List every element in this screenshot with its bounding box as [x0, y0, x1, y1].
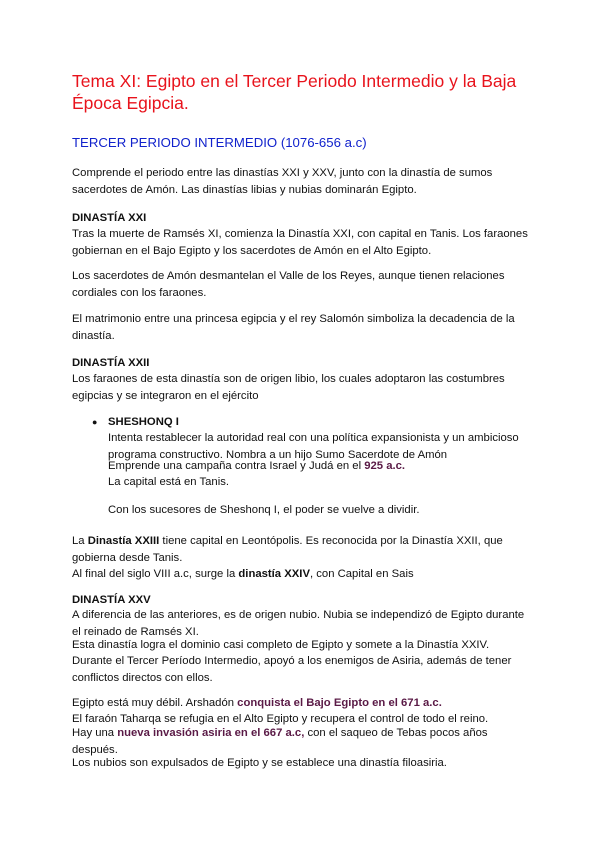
bullet-title-sheshonq: SHESHONQ I — [108, 416, 179, 428]
bullet-line-1: Intenta restablecer la autoridad real con una política expansionista y un ambicioso programa constructivo. Nombra a un hijo Sumo Sacerdote de Amón — [108, 432, 519, 461]
d25-paragraph-1: A diferencia de las anteriores, es de origen nubio. Nubia se independizó de Egipto durante el reinado de Ramsés XI. — [72, 609, 525, 638]
d24-pre: Al final del siglo VIII a.c, surge la — [72, 568, 239, 581]
d23-highlight: Dinastía XXIII — [87, 535, 160, 547]
d21-paragraph-2: Los sacerdotes de Amón desmantelan el Valle de los Reyes, aunque tienen relaciones cordiales con los faraones. — [72, 270, 505, 299]
d25-p4-pre: Egipto está muy débil. Arshadón — [72, 697, 238, 709]
d25-p6-pre: Hay una — [72, 727, 118, 739]
title-line-2: Época Egipcia. — [72, 93, 189, 113]
d23-paragraph — [72, 533, 532, 583]
document-title — [72, 70, 532, 114]
d25-paragraph-5: El faraón Taharqa se refugia en el Alto Egipto y recupera el control de todo el reino. — [72, 713, 489, 725]
section-subtitle: TERCER PERIODO INTERMEDIO (1076-656 a.c) — [72, 135, 367, 150]
d24-highlight: dinastía XXIV — [238, 568, 310, 581]
d21-paragraph-3: El matrimonio entre una princesa egipcia y el rey Salomón simboliza la decadencia de la dinastía. — [72, 313, 515, 342]
d25-paragraph-4 — [72, 695, 532, 712]
d21-paragraph-1: Tras la muerte de Ramsés XI, comienza la Dinastía XXI, con capital en Tanis. Los faraones gobiernan en el Bajo Egipto y los sacerdotes de Amón en el Alto Egipto. — [72, 228, 528, 257]
highlight-671: conquista el Bajo Egipto en el 671 a.c. — [237, 697, 442, 709]
d22-paragraph-1: Los faraones de esta dinastía son de origen libio, los cuales adoptaron las costumbres egipcias y se integraron en el ejército — [72, 373, 505, 402]
highlight-667: nueva invasión asiria en el 667 a.c, — [117, 727, 305, 739]
title-line-1: Tema XI: Egipto en el Tercer Periodo Intermedio y la Baja — [72, 71, 517, 91]
d23-post: tiene capital en Leontópolis. Es reconocida por la Dinastía XXII, que gobierna desde Tanis. — [72, 535, 503, 564]
bullet-line-3: La capital está en Tanis. — [108, 476, 229, 488]
intro-paragraph: Comprende el periodo entre las dinastías XXI y XXV, junto con la dinastía de sumos sacerdotes de Amón. Las dinastías libias y nubias dominarán Egipto. — [72, 167, 493, 196]
d25-p6-post: con el saqueo de Tebas pocos años después. — [72, 727, 488, 756]
date-highlight-925: 925 a.c. — [364, 460, 406, 472]
d24-post: , con Capital en Sais — [309, 568, 414, 581]
d23-pre: La — [72, 535, 88, 547]
bullet-line-2-text: Emprende una campaña contra Israel y Judá en el — [108, 460, 365, 472]
bullet-mark: ● — [92, 417, 98, 427]
d25-paragraph-6 — [72, 725, 532, 758]
bullet-line-4: Con los sucesores de Sheshonq I, el poder se vuelve a dividir. — [108, 504, 420, 516]
heading-dinastia-xxi: DINASTÍA XXI — [72, 212, 147, 224]
heading-dinastia-xxv: DINASTÍA XXV — [72, 594, 151, 606]
bullet-line-2 — [108, 458, 528, 475]
d25-paragraph-2: Esta dinastía logra el dominio casi completo de Egipto y somete a la Dinastía XXIV. — [72, 639, 490, 651]
d25-paragraph-3: Durante el Tercer Período Intermedio, apoyó a los enemigos de Asiria, además de tener conflictos directos con ellos. — [72, 655, 512, 684]
d25-paragraph-7: Los nubios son expulsados de Egipto y se establece una dinastía filoasiria. — [72, 757, 447, 769]
heading-dinastia-xxii: DINASTÍA XXII — [72, 357, 150, 369]
